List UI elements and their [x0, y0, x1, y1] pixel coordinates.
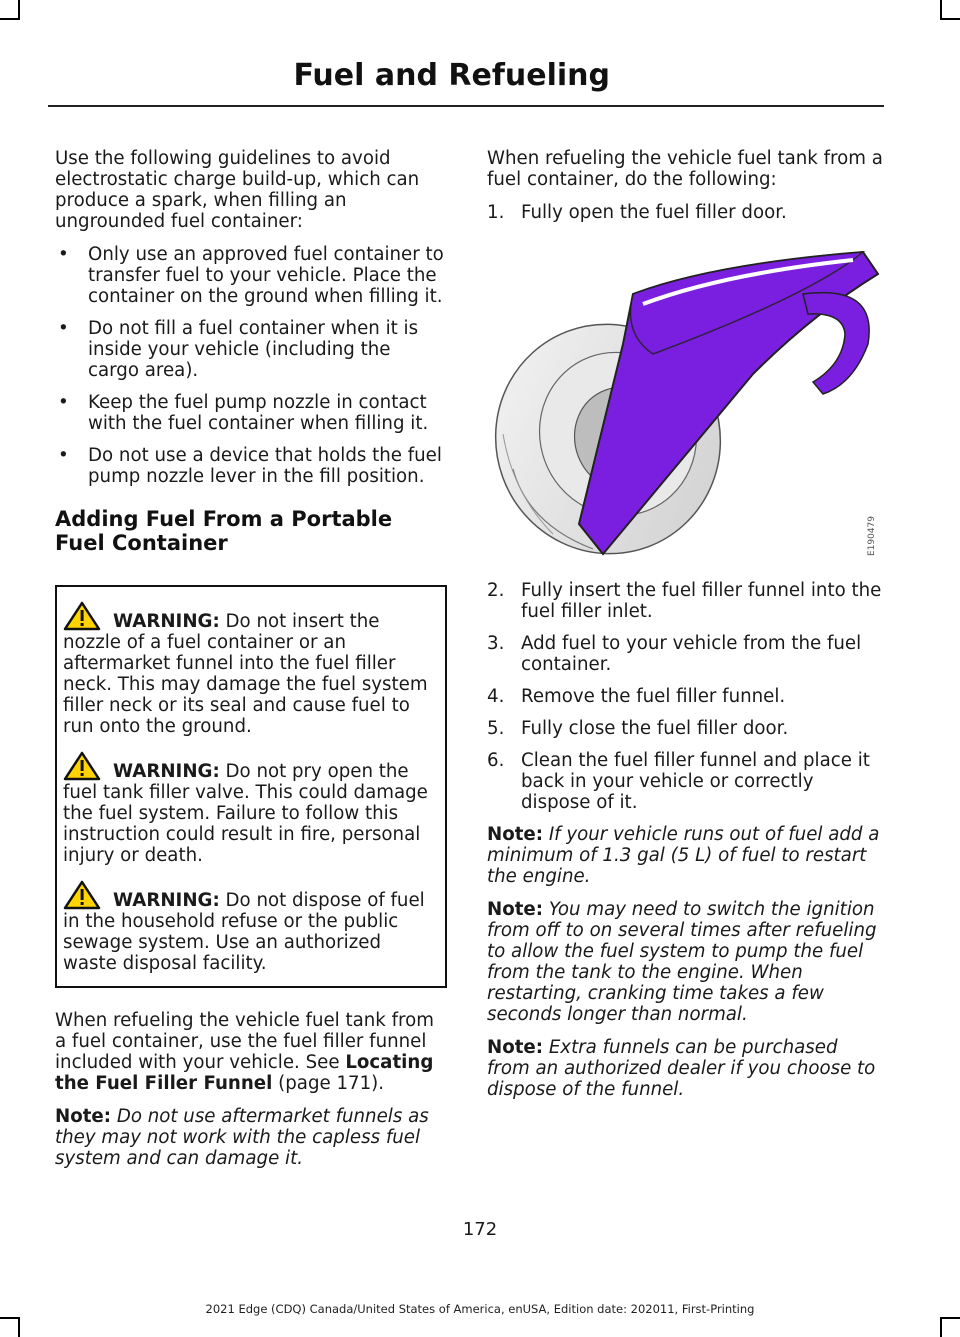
intro-paragraph: Use the following guidelines to avoid electrostatic charge build-up, which can produce a spark, when filling an ungrounded fuel container:	[55, 148, 420, 232]
procedure-intro: When refueling the vehicle fuel tank from a fuel container, do the following:	[487, 148, 883, 190]
step-text: Remove the fuel filler funnel.	[521, 686, 786, 707]
note-label: Note:	[487, 899, 544, 920]
page-reference: (page 171).	[272, 1073, 385, 1094]
note-label: Note:	[55, 1106, 112, 1127]
list-item	[55, 244, 447, 307]
funnel-paragraph-text: When refueling the vehicle fuel tank from a fuel container, use the fuel filler funnel included with your vehicle. See	[55, 1010, 434, 1073]
crop-mark	[940, 18, 960, 20]
funnel-handle	[803, 293, 869, 394]
right-column	[487, 148, 883, 1112]
list-item-text: Do not use a device that holds the fuel pump nozzle lever in the fill position.	[88, 445, 442, 487]
step-number: 6.	[487, 750, 505, 771]
warning-item	[63, 751, 435, 866]
step-number: 2.	[487, 580, 505, 601]
section-title: Fuel and Refueling	[293, 58, 610, 93]
note-text: Do not use aftermarket funnels as they may not work with the capless fuel system and can damage it.	[55, 1106, 429, 1169]
warning-triangle-icon	[63, 880, 109, 910]
note-label: Note:	[487, 1037, 544, 1058]
funnel-illustration-svg	[483, 234, 883, 564]
note-text: You may need to switch the ignition from off to on several times after refueling to allow the fuel system to pump the fuel from the tank to the engine. When restarting, cranking time takes a few seconds longer than normal.	[487, 899, 877, 1025]
step-item	[487, 718, 883, 739]
bullet-mark: •	[58, 392, 69, 413]
warning-label: WARNING:	[113, 890, 220, 911]
bullet-mark: •	[58, 318, 69, 339]
funnel-paragraph	[55, 1010, 447, 1094]
warning-item	[63, 601, 435, 737]
warning-text: Do not pry open the fuel tank filler valve. This could damage the fuel system. Failure to follow this instruction could result in fire, personal injury or death.	[63, 761, 428, 866]
warning-box	[55, 585, 447, 988]
cross-reference-link[interactable]: Locating the Fuel Filler Funnel	[55, 1052, 434, 1094]
warning-text: Do not dispose of fuel in the household refuse or the public sewage system. Use an authorized waste disposal facility.	[63, 890, 425, 974]
step-number: 3.	[487, 633, 505, 654]
note-text: Extra funnels can be purchased from an authorized dealer if you choose to dispose of the funnel.	[487, 1037, 876, 1100]
note-label: Note:	[487, 824, 544, 845]
step-list	[487, 580, 883, 813]
crop-mark	[940, 1317, 960, 1319]
step-item	[487, 750, 883, 813]
step-text: Clean the fuel filler funnel and place it back in your vehicle or correctly dispose of it.	[521, 750, 870, 813]
step-text: Fully close the fuel filler door.	[521, 718, 789, 739]
note-text: If your vehicle runs out of fuel add a minimum of 1.3 gal (5 L) of fuel to restart the engine.	[487, 824, 880, 887]
step-number: 4.	[487, 686, 505, 707]
note	[487, 824, 883, 887]
list-item-text: Keep the fuel pump nozzle in contact with the fuel container when filling it.	[88, 392, 429, 434]
step-list	[487, 202, 883, 223]
step-number: 1.	[487, 202, 505, 223]
warning-triangle-icon	[63, 751, 109, 781]
step-text: Add fuel to your vehicle from the fuel container.	[521, 633, 862, 675]
crop-mark	[18, 1319, 20, 1337]
crop-mark	[0, 18, 20, 20]
list-item	[55, 318, 447, 381]
list-item-text: Only use an approved fuel container to transfer fuel to your vehicle. Place the container on the ground when filling it.	[88, 244, 444, 307]
step-item	[487, 686, 883, 707]
step-item	[487, 202, 883, 223]
step-item	[487, 633, 883, 675]
crop-mark	[0, 1317, 20, 1319]
step-item	[487, 580, 883, 622]
bullet-mark: •	[58, 244, 69, 265]
warning-label: WARNING:	[113, 761, 220, 782]
left-column	[55, 148, 447, 1181]
step-number: 5.	[487, 718, 505, 739]
footer: 2021 Edge (CDQ) Canada/United States of America, enUSA, Edition date: 202011, First-Printing	[205, 1302, 755, 1316]
guideline-list	[55, 244, 447, 487]
note	[487, 1037, 883, 1100]
warning-triangle-icon	[63, 601, 109, 631]
warning-item	[63, 880, 435, 974]
warning-text: Do not insert the nozzle of a fuel container or an aftermarket funnel into the fuel filler neck. This may damage the fuel system filler neck or its seal and cause fuel to run onto the ground.	[63, 611, 428, 737]
step-text: Fully open the fuel filler door.	[521, 202, 787, 223]
note	[55, 1106, 447, 1169]
funnel-illustration	[483, 234, 883, 564]
page-number: 172	[462, 1219, 498, 1240]
list-item	[55, 445, 447, 487]
step-text: Fully insert the fuel filler funnel into the fuel filler inlet.	[521, 580, 882, 622]
crop-mark	[940, 0, 942, 18]
header-rule	[48, 105, 884, 107]
crop-mark	[18, 0, 20, 18]
subheading: Adding Fuel From a Portable Fuel Container	[55, 507, 393, 555]
figure-code: E190479	[867, 515, 877, 556]
list-item-text: Do not fill a fuel container when it is inside your vehicle (including the cargo area).	[88, 318, 419, 381]
note	[487, 899, 883, 1025]
warning-label: WARNING:	[113, 611, 220, 632]
crop-mark	[940, 1319, 942, 1337]
bullet-mark: •	[58, 445, 69, 466]
list-item	[55, 392, 447, 434]
